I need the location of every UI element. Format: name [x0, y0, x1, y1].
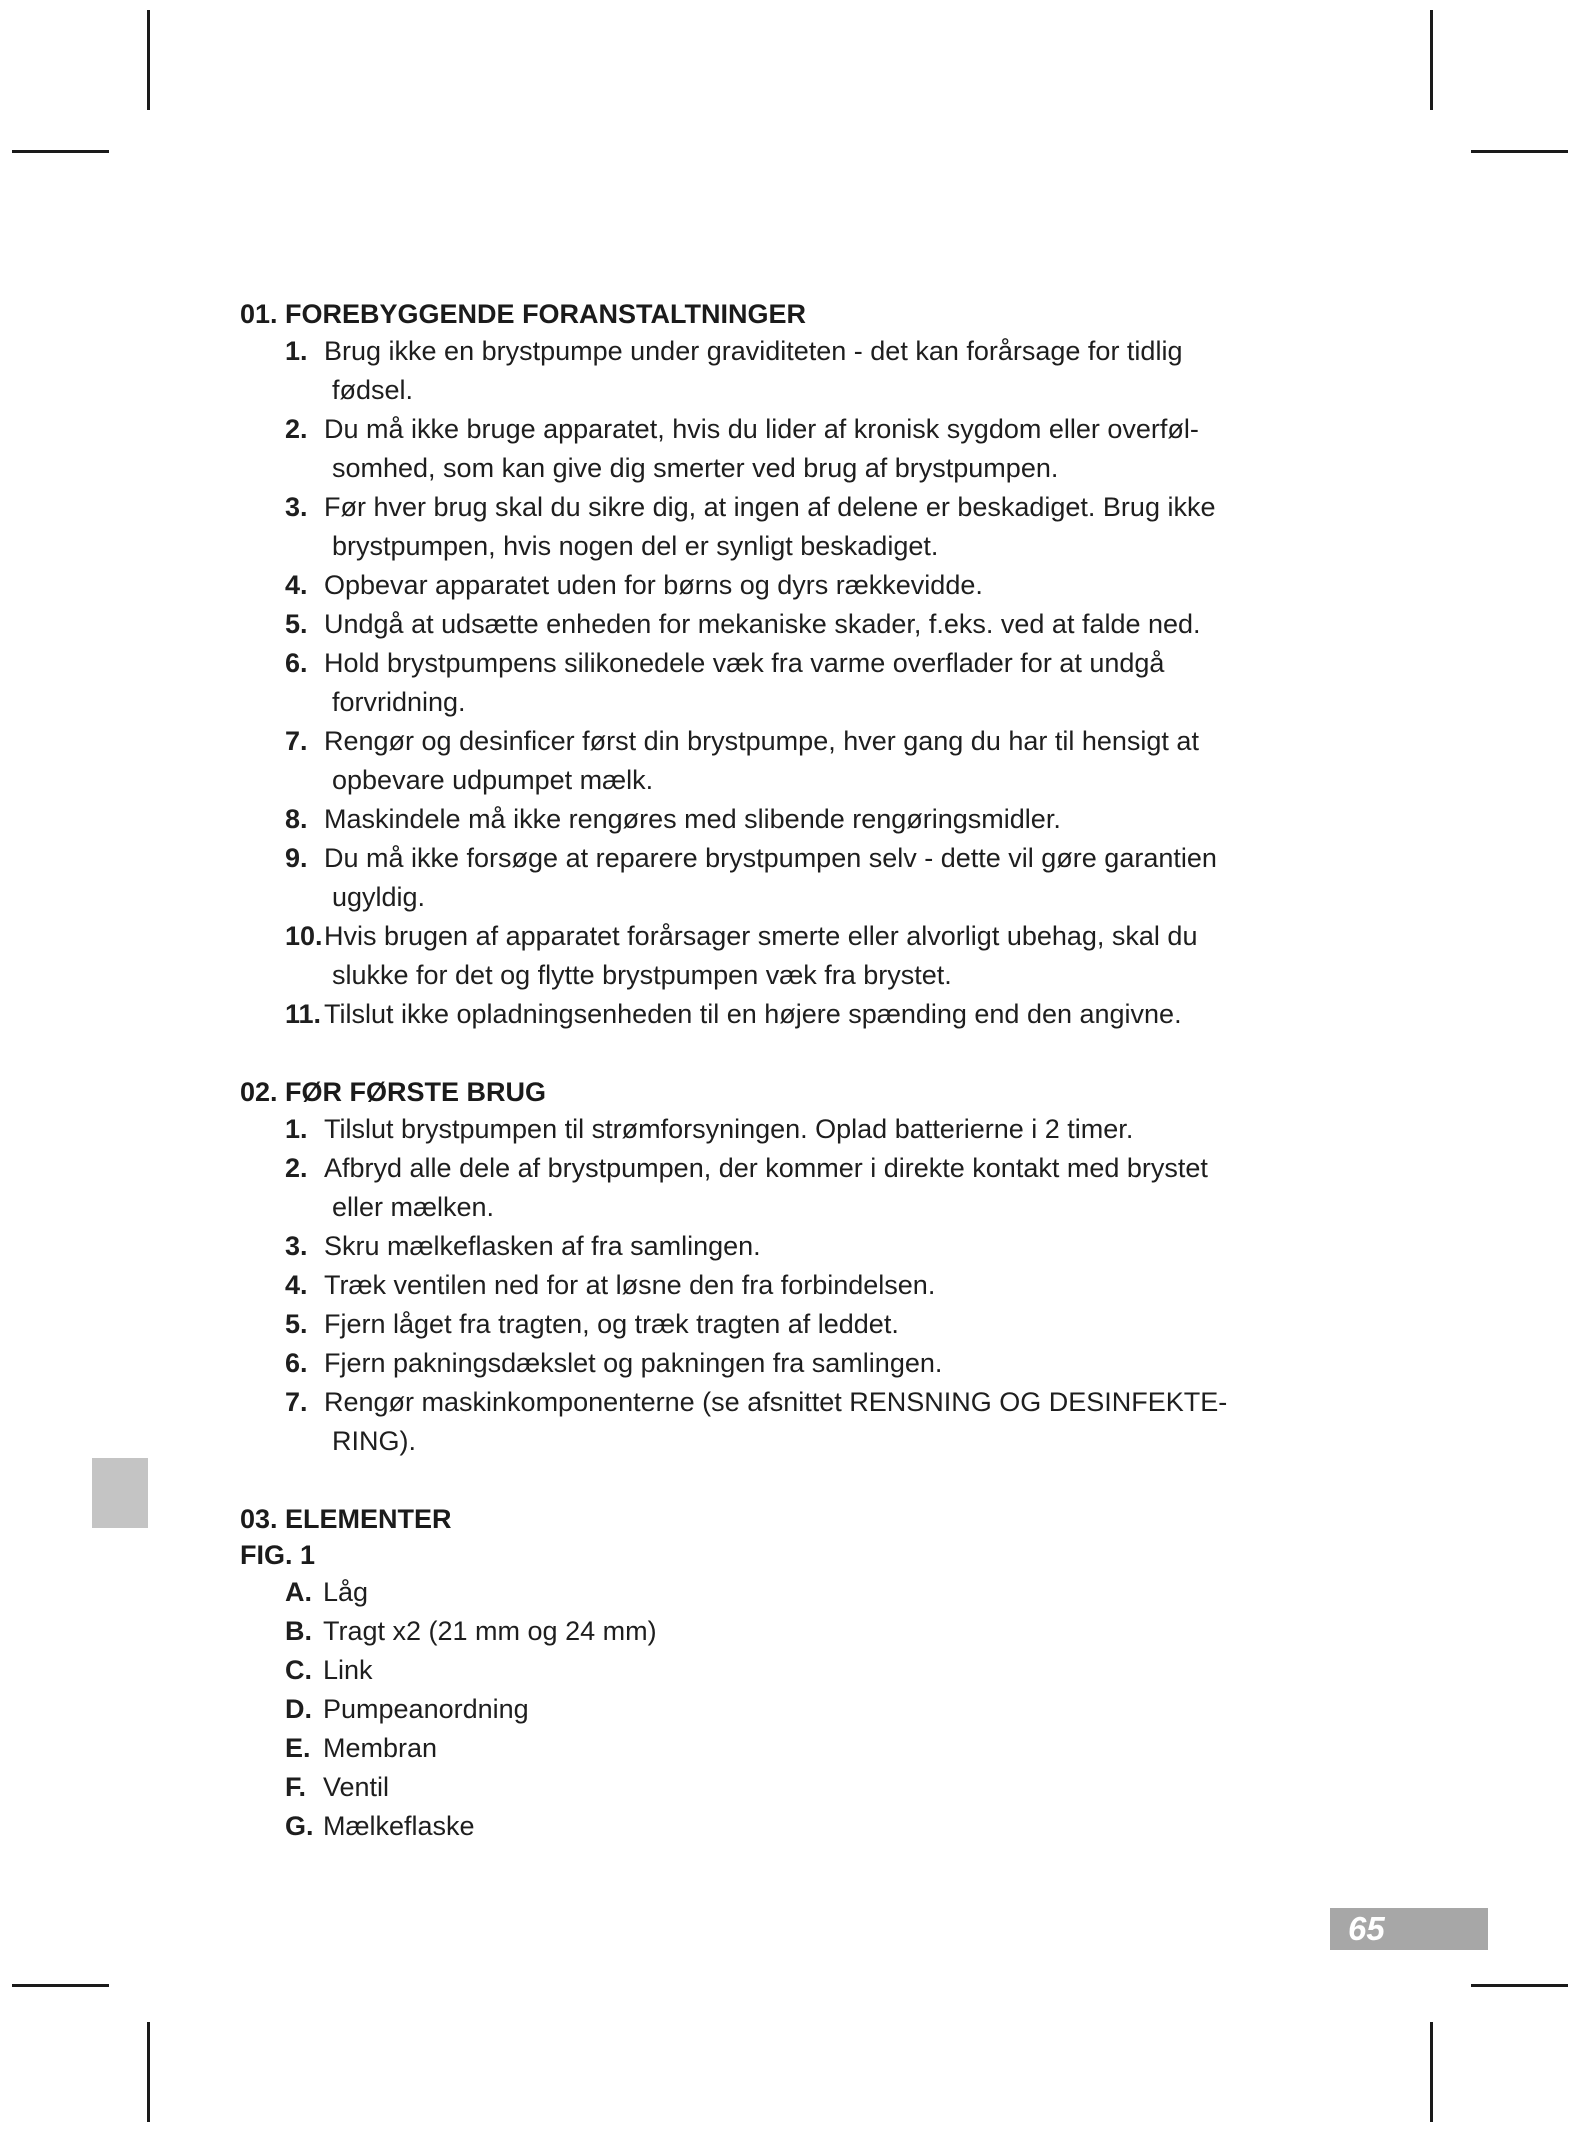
item-text	[324, 1344, 1360, 1383]
item-number: 7.	[285, 1387, 308, 1417]
item-line: Tragt x2 (21 mm og 24 mm)	[323, 1616, 657, 1646]
item-text	[323, 1573, 1360, 1612]
item-text	[324, 839, 1360, 917]
item-text	[324, 566, 1360, 605]
figure-label: FIG. 1	[240, 1540, 316, 1570]
item-continuation-line: eller mælken.	[332, 1192, 495, 1222]
item-text	[323, 1729, 1360, 1768]
list-item	[240, 1690, 1360, 1729]
item-continuation-line: somhed, som kan give dig smerter ved brug af brystpumpen.	[332, 453, 1059, 483]
item-line: Skru mælkeflasken af fra samlingen.	[324, 1231, 761, 1261]
item-number: D.	[285, 1694, 312, 1724]
item-text	[324, 332, 1360, 410]
item-number: 2.	[285, 1153, 308, 1183]
crop-mark-top-left-horizontal	[12, 150, 109, 153]
item-line: Mælkeflaske	[323, 1811, 475, 1841]
item-line: Pumpeanordning	[323, 1694, 529, 1724]
list-item	[240, 1149, 1360, 1227]
crop-mark-bottom-left-horizontal	[12, 1984, 109, 1987]
side-tab-marker	[92, 1458, 148, 1528]
list-item	[240, 839, 1360, 917]
section-title: 01. FOREBYGGENDE FORANSTALTNINGER	[240, 299, 807, 329]
list-item	[240, 488, 1360, 566]
item-number: 5.	[285, 609, 308, 639]
item-number: 1.	[285, 1114, 308, 1144]
item-line: Hold brystpumpens silikonedele væk fra varme overflader for at undgå	[324, 648, 1165, 678]
item-text	[323, 1807, 1360, 1846]
list-item	[240, 1383, 1360, 1461]
item-number: 6.	[285, 648, 308, 678]
item-number: 3.	[285, 492, 308, 522]
list-item	[240, 1807, 1360, 1846]
list-item	[240, 1612, 1360, 1651]
item-line: Opbevar apparatet uden for børns og dyrs rækkevidde.	[324, 570, 983, 600]
list-item	[240, 1305, 1360, 1344]
page-number: 65	[1348, 1910, 1385, 1947]
item-text	[324, 410, 1360, 488]
item-text	[324, 1305, 1360, 1344]
item-text	[324, 488, 1360, 566]
section-list	[240, 1573, 1360, 1846]
item-text	[324, 1110, 1360, 1149]
crop-mark-bottom-right-horizontal	[1471, 1984, 1568, 1987]
item-number: 4.	[285, 570, 308, 600]
item-text	[324, 1266, 1360, 1305]
crop-mark-bottom-left-vertical	[147, 2022, 150, 2122]
item-continuation-line: opbevare udpumpet mælk.	[332, 765, 654, 795]
item-line: Fjern pakningsdækslet og pakningen fra samlingen.	[324, 1348, 943, 1378]
item-number: 3.	[285, 1231, 308, 1261]
item-text	[323, 1651, 1360, 1690]
item-text	[324, 722, 1360, 800]
item-number: G.	[285, 1811, 314, 1841]
item-line: Ventil	[323, 1772, 390, 1802]
item-line: Før hver brug skal du sikre dig, at ingen af delene er beskadiget. Brug ikke	[324, 492, 1216, 522]
list-item	[240, 410, 1360, 488]
item-text	[323, 1612, 1360, 1651]
item-line: Træk ventilen ned for at løsne den fra forbindelsen.	[324, 1270, 936, 1300]
list-item	[240, 722, 1360, 800]
section-title: 03. ELEMENTER	[240, 1504, 452, 1534]
item-continuation-line: forvridning.	[332, 687, 466, 717]
item-line: Brug ikke en brystpumpe under graviditeten - det kan forårsage for tidlig	[324, 336, 1183, 366]
section-before-first-use	[240, 1074, 1360, 1461]
item-line: Afbryd alle dele af brystpumpen, der kommer i direkte kontakt med brystet	[324, 1153, 1208, 1183]
list-item	[240, 1266, 1360, 1305]
document-body	[240, 296, 1360, 1846]
item-number: E.	[285, 1733, 311, 1763]
item-line: Link	[323, 1655, 373, 1685]
item-text	[324, 1149, 1360, 1227]
item-text	[323, 1768, 1360, 1807]
section-title: 02. FØR FØRSTE BRUG	[240, 1077, 547, 1107]
item-number: A.	[285, 1577, 312, 1607]
item-line: Undgå at udsætte enheden for mekaniske skader, f.eks. ved at falde ned.	[324, 609, 1201, 639]
item-line: Du må ikke bruge apparatet, hvis du lider af kronisk sygdom eller overføl-	[324, 414, 1199, 444]
item-number: 1.	[285, 336, 308, 366]
item-line: Du må ikke forsøge at reparere brystpumpen selv - dette vil gøre garantien	[324, 843, 1217, 873]
crop-mark-top-right-vertical	[1430, 10, 1433, 110]
item-text	[324, 995, 1360, 1034]
item-number: F.	[285, 1772, 307, 1802]
item-text	[324, 605, 1360, 644]
item-continuation-line: ugyldig.	[332, 882, 426, 912]
item-number: C.	[285, 1655, 312, 1685]
item-number: 10.	[285, 921, 323, 951]
crop-mark-top-left-vertical	[147, 10, 150, 110]
item-line: Rengør og desinficer først din brystpumpe, hver gang du har til hensigt at	[324, 726, 1199, 756]
list-item	[240, 605, 1360, 644]
item-number: 4.	[285, 1270, 308, 1300]
item-text	[324, 1383, 1360, 1461]
item-line: Fjern låget fra tragten, og træk tragten af leddet.	[324, 1309, 899, 1339]
item-continuation-line: brystpumpen, hvis nogen del er synligt beskadiget.	[332, 531, 939, 561]
item-text	[324, 1227, 1360, 1266]
section-preventive-measures	[240, 296, 1360, 1034]
list-item	[240, 644, 1360, 722]
list-item	[240, 566, 1360, 605]
section-list	[240, 332, 1360, 1034]
item-text	[324, 917, 1360, 995]
list-item	[240, 332, 1360, 410]
item-number: 7.	[285, 726, 308, 756]
item-line: Tilslut ikke opladningsenheden til en højere spænding end den angivne.	[324, 999, 1182, 1029]
item-line: Tilslut brystpumpen til strømforsyningen. Oplad batterierne i 2 timer.	[324, 1114, 1134, 1144]
item-number: B.	[285, 1616, 312, 1646]
list-item	[240, 917, 1360, 995]
item-line: Membran	[323, 1733, 438, 1763]
list-item	[240, 1729, 1360, 1768]
crop-mark-top-right-horizontal	[1471, 150, 1568, 153]
list-item	[240, 1344, 1360, 1383]
item-number: 2.	[285, 414, 308, 444]
item-line: Rengør maskinkomponenterne (se afsnittet RENSNING OG DESINFEKTE-	[324, 1387, 1228, 1417]
item-text	[324, 644, 1360, 722]
crop-mark-bottom-right-vertical	[1430, 2022, 1433, 2122]
item-line: Låg	[323, 1577, 369, 1607]
item-number: 8.	[285, 804, 308, 834]
item-number: 9.	[285, 843, 308, 873]
list-item	[240, 1768, 1360, 1807]
item-continuation-line: fødsel.	[332, 375, 414, 405]
item-number: 11.	[285, 999, 322, 1029]
section-elements	[240, 1501, 1360, 1846]
list-item	[240, 995, 1360, 1034]
list-item	[240, 1573, 1360, 1612]
list-item	[240, 1110, 1360, 1149]
item-text	[324, 800, 1360, 839]
page-number-box	[1330, 1908, 1488, 1950]
item-number: 6.	[285, 1348, 308, 1378]
list-item	[240, 1227, 1360, 1266]
item-continuation-line: slukke for det og flytte brystpumpen væk fra brystet.	[332, 960, 952, 990]
item-continuation-line: RING).	[332, 1426, 416, 1456]
list-item	[240, 1651, 1360, 1690]
item-line: Hvis brugen af apparatet forårsager smerte eller alvorligt ubehag, skal du	[324, 921, 1198, 951]
item-number: 5.	[285, 1309, 308, 1339]
list-item	[240, 800, 1360, 839]
item-line: Maskindele må ikke rengøres med slibende rengøringsmidler.	[324, 804, 1061, 834]
section-list	[240, 1110, 1360, 1461]
item-text	[323, 1690, 1360, 1729]
